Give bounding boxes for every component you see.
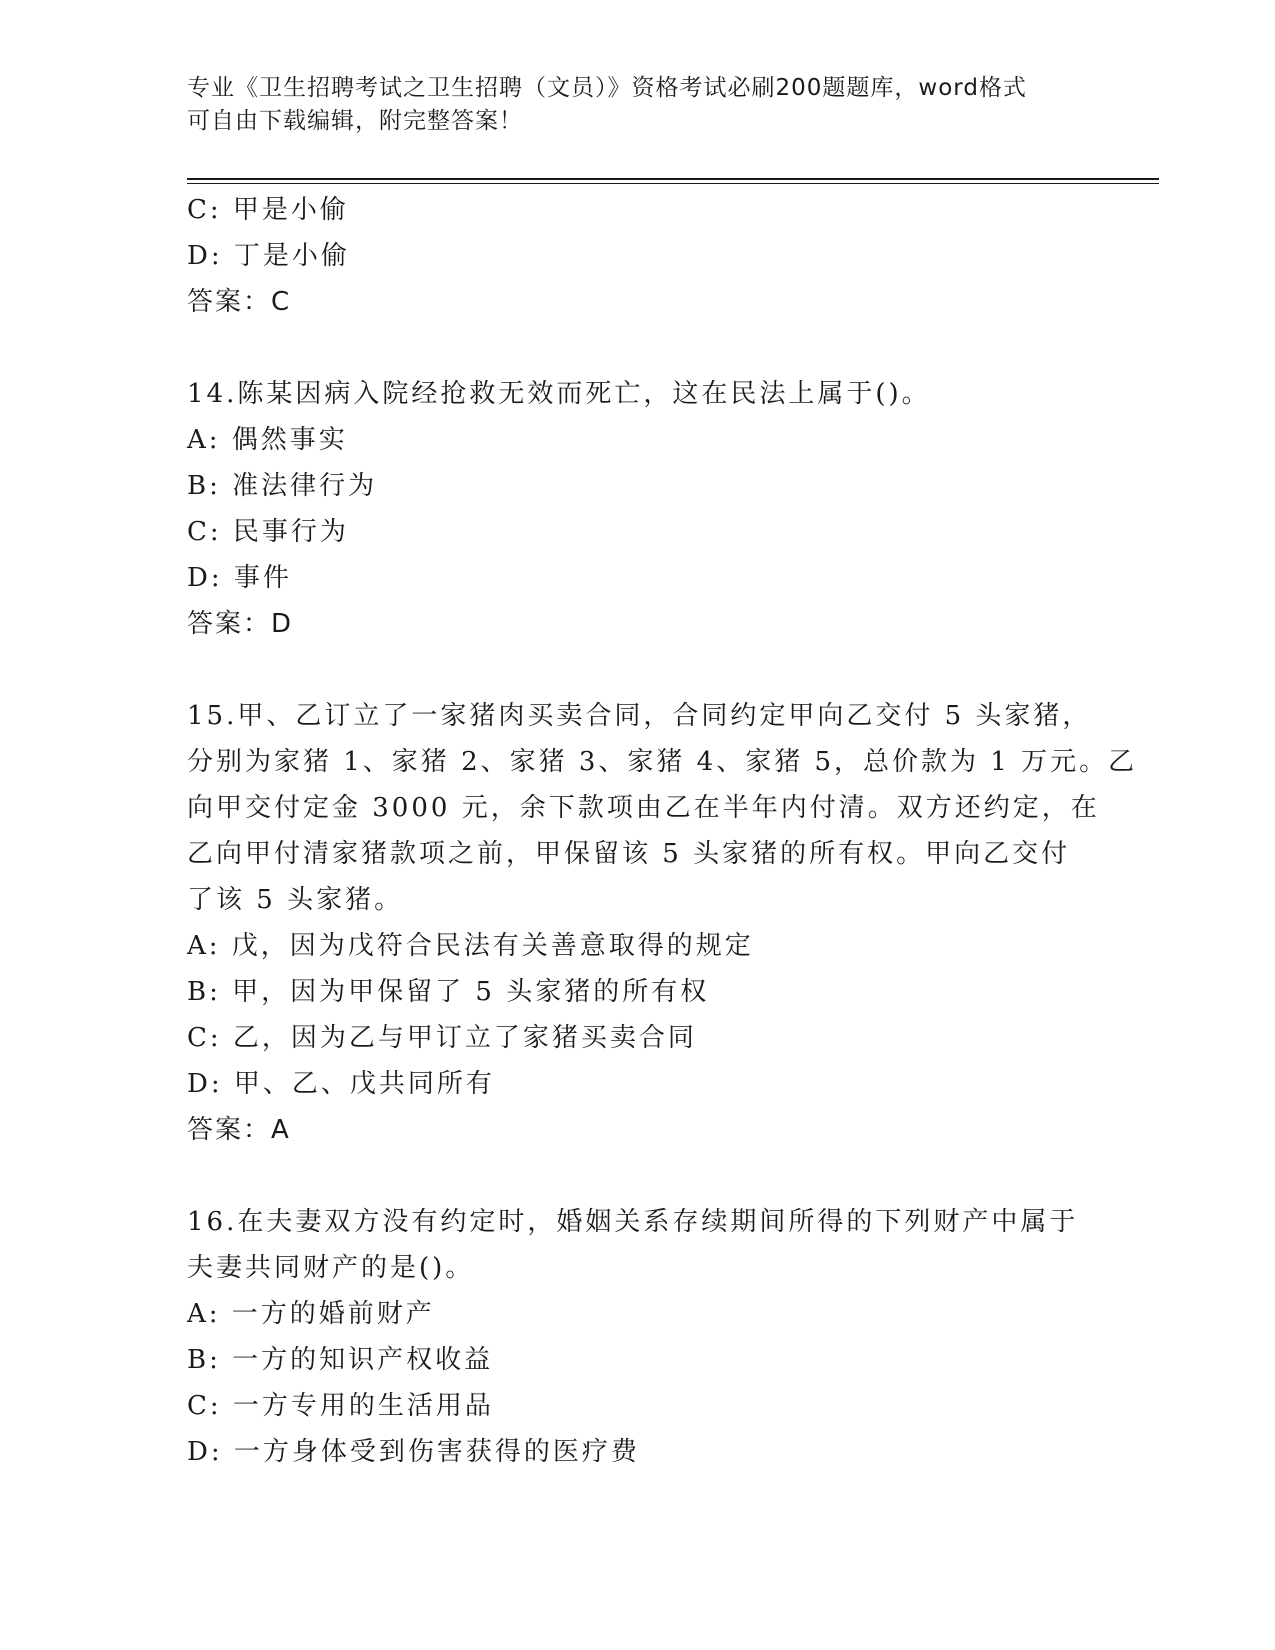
question-15: [187, 693, 1138, 1153]
option-b: B: 准法律行为: [187, 471, 378, 501]
question-stem-line: 15.甲、乙订立了一家猪肉买卖合同，合同约定甲向乙交付 5 头家猪，: [187, 701, 1092, 731]
option-c: C: 民事行为: [187, 517, 349, 547]
header-title-line-1: 专业《卫生招聘考试之卫生招聘（文员）》资格考试必刷200题题库，word格式: [187, 75, 1027, 101]
option-d: D: 事件: [187, 563, 292, 593]
answer-label: 答案：C: [187, 287, 292, 317]
option-d: D: 一方身体受到伤害获得的医疗费: [187, 1437, 640, 1467]
spacer: [187, 325, 1087, 371]
option-d: D: 丁是小偷: [187, 241, 350, 271]
option-c: C: 甲是小偷: [187, 195, 349, 225]
page-header: [187, 72, 1087, 138]
option-b: B: 一方的知识产权收益: [187, 1345, 494, 1375]
question-content: [187, 187, 1138, 1475]
answer-label: 答案：A: [187, 1115, 291, 1145]
question-stem-line: 了该 5 头家猪。: [187, 885, 404, 915]
question-stem-line: 乙向甲付清家猪款项之前，甲保留该 5 头家猪的所有权。甲向乙交付: [187, 839, 1071, 869]
option-c: C: 一方专用的生活用品: [187, 1391, 494, 1421]
question-16: [187, 1199, 1087, 1475]
question-stem: 14.陈某因病入院经抢救无效而死亡，这在民法上属于()。: [187, 379, 931, 409]
question-stem-line: 向甲交付定金 3000 元，余下款项由乙在半年内付清。双方还约定，在: [187, 793, 1100, 823]
question-13-partial: [187, 187, 1087, 325]
option-a: A: 一方的婚前财产: [187, 1299, 435, 1329]
answer-label: 答案：D: [187, 609, 294, 639]
option-b: B: 甲，因为甲保留了 5 头家猪的所有权: [187, 977, 710, 1007]
spacer: [187, 647, 1087, 693]
header-divider-thin: [187, 183, 1159, 184]
question-stem-line: 夫妻共同财产的是()。: [187, 1253, 475, 1283]
option-a: A: 戊，因为戊符合民法有关善意取得的规定: [187, 931, 754, 961]
option-d: D: 甲、乙、戊共同所有: [187, 1069, 495, 1099]
header-title-line-2: 可自由下载编辑，附完整答案！: [187, 108, 523, 134]
question-14: [187, 371, 1087, 647]
header-divider-thick: [187, 178, 1159, 180]
spacer: [187, 1153, 1087, 1199]
question-stem-line: 分别为家猪 1、家猪 2、家猪 3、家猪 4、家猪 5，总价款为 1 万元。乙: [187, 747, 1138, 777]
option-c: C: 乙，因为乙与甲订立了家猪买卖合同: [187, 1023, 697, 1053]
option-a: A: 偶然事实: [187, 425, 348, 455]
question-stem-line: 16.在夫妻双方没有约定时，婚姻关系存续期间所得的下列财产中属于: [187, 1207, 1079, 1237]
